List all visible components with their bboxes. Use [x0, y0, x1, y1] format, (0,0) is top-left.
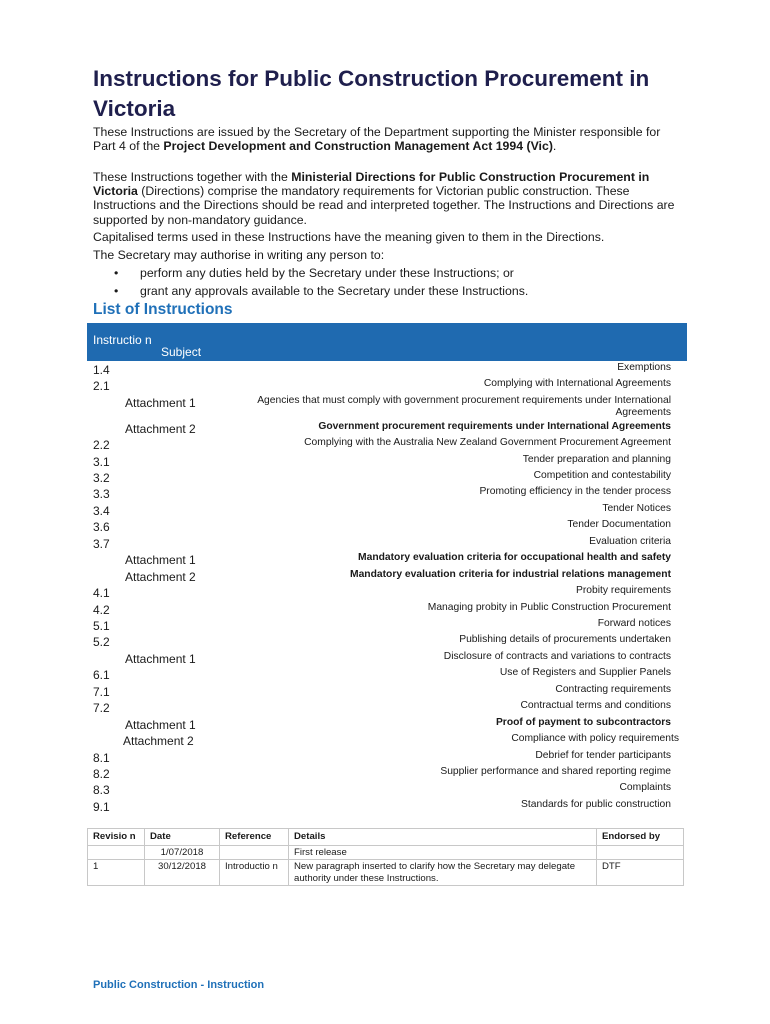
rev-header-reference: Reference — [220, 829, 289, 846]
attachment-label: Attachment 1 — [125, 718, 196, 732]
list-heading: List of Instructions — [93, 301, 233, 318]
instruction-subject: Mandatory evaluation criteria for industrial relations management — [350, 569, 671, 580]
intro-paragraph-1: These Instructions are issued by the Secretary of the Department supporting the Minister responsible for Part 4 of the Project Development and Construction Management Act 1994 (Vic). — [93, 125, 661, 154]
bullet-marker: • — [114, 266, 119, 280]
bullet-marker: • — [114, 284, 119, 298]
instruction-subject: Forward notices — [597, 618, 671, 629]
instruction-number: 5.2 — [93, 635, 110, 649]
instruction-subject: Proof of payment to subcontractors — [495, 717, 671, 728]
footer-text: Public Construction - Instruction — [93, 979, 265, 991]
rev-header-date: Date — [145, 829, 220, 846]
instruction-subject: Supplier performance and shared reporting regime — [440, 766, 671, 777]
instruction-subject: Managing probity in Public Construction Procurement — [427, 602, 671, 613]
page-title: Instructions for Public Construction Procurement in Victoria — [93, 66, 650, 121]
instructions-table-header — [87, 323, 687, 361]
header-instruction: Instructio n — [93, 333, 152, 347]
rev-cell: First release — [289, 845, 597, 860]
instruction-number: 3.7 — [93, 537, 110, 551]
instruction-subject: Evaluation criteria — [589, 536, 671, 547]
instruction-subject: Promoting efficiency in the tender process — [479, 486, 671, 497]
rev-header-revision: Revisio n — [88, 829, 145, 846]
attachment-label: Attachment 1 — [125, 652, 196, 666]
rev-cell: 1/07/2018 — [145, 845, 220, 860]
instruction-subject: Tender Documentation — [567, 519, 671, 530]
instruction-number: 1.4 — [93, 363, 110, 377]
intro-paragraph-4: The Secretary may authorise in writing any person to: — [93, 248, 385, 262]
instruction-subject: Probity requirements — [576, 585, 671, 596]
instruction-subject: Contractual terms and conditions — [520, 700, 671, 711]
instruction-subject: Complying with the Australia New Zealand Government Procurement Agreement — [304, 437, 671, 448]
instruction-subject: Debrief for tender participants — [535, 750, 671, 761]
revision-row — [88, 845, 684, 860]
rev-cell — [88, 845, 145, 860]
instruction-number: 3.4 — [93, 504, 110, 518]
instruction-subject: Competition and contestability — [533, 470, 671, 481]
attachment-label: Attachment 2 — [125, 570, 196, 584]
instruction-number: 8.2 — [93, 767, 110, 781]
intro-paragraph-2: These Instructions together with the Ministerial Directions for Public Construction Procurement in Victoria (Directions) comprise the mandatory requirements for Victorian public construction. These Instructions and the Directions should be read and interpreted together. The Instructions and Directions are supported by non-mandatory guidance. — [93, 170, 675, 227]
instruction-number: 2.1 — [93, 379, 110, 393]
instruction-subject: Exemptions — [617, 362, 671, 373]
attachment-label: Attachment 1 — [125, 553, 196, 567]
instruction-subject: Contracting requirements — [555, 684, 671, 695]
instruction-subject: Disclosure of contracts and variations to contracts — [443, 651, 671, 662]
instruction-number: 3.3 — [93, 487, 110, 501]
attachment-label: Attachment 2 — [123, 734, 194, 748]
rev-header-details: Details — [289, 829, 597, 846]
intro-paragraph-3: Capitalised terms used in these Instructions have the meaning given to them in the Directions. — [93, 230, 605, 244]
instruction-subject: Complaints — [619, 782, 671, 793]
instruction-number: 6.1 — [93, 668, 110, 682]
instruction-subject: Government procurement requirements under International Agreements — [318, 421, 671, 432]
rev-cell: DTF — [597, 860, 684, 886]
rev-cell: Introductio n — [220, 860, 289, 886]
revision-row — [88, 860, 684, 886]
rev-cell: 30/12/2018 — [145, 860, 220, 886]
instruction-subject: Publishing details of procurements undertaken — [459, 634, 671, 645]
instruction-number: 4.2 — [93, 603, 110, 617]
instruction-number: 4.1 — [93, 586, 110, 600]
instruction-subject: Standards for public construction — [521, 799, 671, 810]
header-subject: Subject — [161, 345, 202, 359]
rev-cell: New paragraph inserted to clarify how the Secretary may delegate authority under these Instructions. — [289, 860, 597, 886]
rev-cell — [220, 845, 289, 860]
revision-table — [87, 828, 684, 886]
instruction-subject: Tender Notices — [602, 503, 671, 514]
instruction-subject: Complying with International Agreements — [483, 378, 671, 389]
instruction-number: 8.1 — [93, 751, 110, 765]
attachment-label: Attachment 1 — [125, 396, 196, 410]
bullet-item: • perform any duties held by the Secretary under these Instructions; or — [114, 266, 514, 280]
revision-header-row — [88, 829, 684, 846]
instruction-subject: Tender preparation and planning — [522, 454, 671, 465]
instruction-number: 8.3 — [93, 783, 110, 797]
instruction-subject: Agencies that must comply with government procurement requirements under International Agreements — [257, 395, 671, 418]
rev-header-endorsed: Endorsed by — [597, 829, 684, 846]
attachment-label: Attachment 2 — [125, 422, 196, 436]
instruction-number: 2.2 — [93, 438, 110, 452]
instruction-number: 3.1 — [93, 455, 110, 469]
instruction-subject: Use of Registers and Supplier Panels — [499, 667, 671, 678]
rev-cell: 1 — [88, 860, 145, 886]
instruction-number: 7.2 — [93, 701, 110, 715]
instruction-number: 5.1 — [93, 619, 110, 633]
instruction-subject: Mandatory evaluation criteria for occupational health and safety — [358, 552, 671, 563]
instruction-number: 9.1 — [93, 800, 110, 814]
instruction-subject: Compliance with policy requirements — [511, 733, 679, 744]
instruction-number: 3.6 — [93, 520, 110, 534]
bullet-item: • grant any approvals available to the Secretary under these Instructions. — [114, 284, 529, 298]
instruction-number: 7.1 — [93, 685, 110, 699]
rev-cell — [597, 845, 684, 860]
instruction-number: 3.2 — [93, 471, 110, 485]
